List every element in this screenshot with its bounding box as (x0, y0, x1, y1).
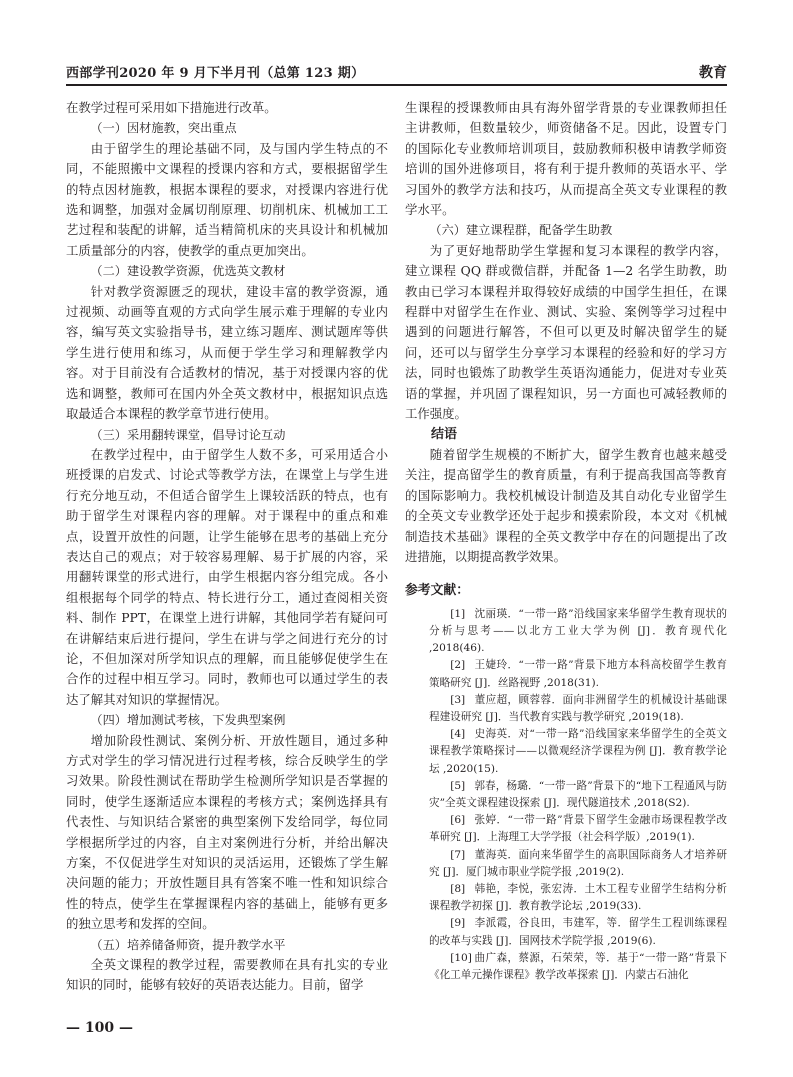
journal-header: 西部学刊2020 年 9 月下半月刊（总第 123 期） (66, 66, 365, 81)
reference-item (405, 950, 727, 984)
conclusion-heading: 结语 (431, 426, 458, 442)
reference-text: 曲广森，蔡源，石荣荣，等．基于“一带一路”背景下《化工单元操作课程》教学改革探索 [J]．内蒙古石油化 (429, 951, 727, 982)
section-label: 教育 (699, 65, 727, 81)
reference-item (405, 778, 727, 812)
reference-text: 郭春，杨璐．“一带一路”背景下的“地下工程通风与防灾”全英文课程建设探索 [J]．现代隧道技术 ,2018(S2). (429, 779, 727, 809)
reference-text: 沈丽瑛．“一带一路”沿线国家来华留学生教育现状的分析与思考——以北方工业大学为例 [J]．教育现代化 ,2018(46). (429, 607, 727, 655)
body-paragraph: 由于留学生的理论基础不同，及与国内学生特点的不同，不能照搬中文课程的授课内容和方式，要根据留学生的特点因材施教，根据本课程的要求，对授课内容进行优选和调整，加强对金属切削原理、切削机床、机械加工工艺过程和装配的讲解，适当精简机床的夹具设计和机械加工质量部分的内容，使教学的重点更加突出。 (66, 140, 388, 258)
reference-number: [3] (450, 693, 466, 706)
section-heading: （三）采用翻转课堂，倡导讨论互动 (90, 427, 286, 442)
right-column (405, 98, 727, 984)
section-heading: （一）因材施教，突出重点 (90, 121, 237, 136)
reference-item (405, 812, 727, 846)
reference-number: [5] (450, 779, 466, 792)
reference-number: [6] (450, 814, 466, 827)
reference-text: 李派霞，谷良田，韦建军，等．留学生工程训练课程的改革与实践 [J]．国网技术学院学报 ,2019(6). (429, 917, 727, 947)
reference-number: [10] (450, 951, 472, 964)
reference-item (405, 726, 727, 778)
body-paragraph: 增加阶段性测试、案例分析、开放性题目，通过多种方式对学生的学习情况进行过程考核，综合反映学生的学习效果。阶段性测试在帮助学生检测所学知识是否掌握的同时，使学生逐渐适应本课程的考核方式；案例选择具有代表性、与知识结合紧密的典型案例下发给同学，每位同学根据所学过的内容，自主对案例进行分析，并给出解决方案，不仅促进学生对知识的灵活运用，还锻炼了学生解决问题的能力；开放性题目具有答案不唯一性和知识综合性的特点，使学生在掌握课程内容的基础上，能够有更多的独立思考和发挥的空间。 (66, 732, 388, 932)
body-paragraph: 针对教学资源匮乏的现状，建设丰富的教学资源，通过视频、动画等直观的方式向学生展示难于理解的专业内容，编写英文实验指导书，建立练习题库、测试题库等供学生进行使用和练习，从而便于学生学习和理解教学内容。对于目前没有合适教材的情况，基于对授课内容的优选和调整，教师可在国内外全英文教材中，根据知识点选取最适合本课程的教学章节进行使用。 (66, 283, 388, 422)
reference-number: [2] (450, 659, 466, 672)
reference-item (405, 692, 727, 726)
reference-text: 董海英．面向来华留学生的高职国际商务人才培养研究 [J]．厦门城市职业学院学报 ,2019(2). (429, 848, 727, 878)
reference-number: [1] (450, 607, 466, 620)
left-column (66, 98, 388, 996)
body-paragraph: 为了更好地帮助学生掌握和复习本课程的教学内容，建立课程 QQ 群或微信群，并配备 1—2 名学生助教，助教由已学习本课程并取得较好成绩的中国学生担任，在课程群中对留学生在作业、测试、实验、案例等学习过程中遇到的问题进行解答，不但可以更及时解决留学生的疑问，还可以与留学生分享学习本课程的经验和好的学习方法，同时也锻炼了助教学生英语沟通能力，促进对专业英语的掌握，并巩固了课程知识，另一方面也可减轻教师的工作强度。 (405, 242, 727, 422)
reference-number: [9] (450, 917, 466, 930)
reference-item (405, 881, 727, 915)
section-heading: （五）培养储备师资，提升教学水平 (90, 937, 286, 952)
body-paragraph: 在教学过程中，由于留学生人数不多，可采用适合小班授课的启发式、讨论式等教学方法，在课堂上与学生进行充分地互动，不但适合留学生上课较活跃的特点，也有助于留学生对课程内容的理解。对于课程中的重点和难点，设置开放性的问题，让学生能够在思考的基础上充分表达自己的观点；对于较容易理解、易于扩展的内容，采用翻转课堂的形式进行，由学生根据内容分组完成。各小组根据每个同学的特点、特长进行分工，通过查阅相关资料、制作 PPT，在课堂上进行讲解，其他同学若有疑问可在讲解结束后进行提问，学生在讲与学之间进行充分的讨论，不但加深对所学知识点的理解，而且能够促使学生在合作的过程中相互学习。同时，教师也可以通过学生的表达了解其对知识的掌握情况。 (66, 446, 388, 707)
reference-text: 王婕玲．“一带一路”背景下地方本科高校留学生教育策略研究 [J]．丝路视野 ,2018(31). (429, 659, 727, 689)
section-heading: （六）建立课程群，配备学生助教 (429, 223, 613, 238)
references-title: 参考文献： (405, 583, 469, 599)
page-number: — 100 — (66, 1020, 133, 1036)
body-paragraph: 生课程的授课教师由具有海外留学背景的专业课教师担任主讲教师，但数量较少，师资储备不足。因此，设置专门的国际化专业教师培训项目，鼓励教师积极申请教学师资培训的国外进修项目，将有利于提升教师的英语水平、学习国外的教学方法和技巧，从而提高全英文专业课程的教学水平。 (405, 100, 727, 218)
reference-text: 史海英．对“一带一路”沿线国家来华留学生的全英文课程教学策略探讨——以微观经济学课程为例 [J]．教育教学论坛 ,2020(15). (429, 728, 727, 775)
body-paragraph: 随着留学生规模的不断扩大，留学生教育也越来越受关注，提高留学生的教育质量，有利于提高我国高等教育的国际影响力。我校机械设计制造及其自动化专业留学生的全英文专业教学还处于起步和摸索阶段，本文对《机械制造技术基础》课程的全英文教学中存在的问题提出了改进措施，以期提高教学效果。 (405, 446, 727, 564)
reference-item (405, 915, 727, 949)
reference-item (405, 657, 727, 691)
reference-number: [4] (450, 728, 466, 741)
reference-text: 董应超，顾蓉蓉．面向非洲留学生的机械设计基础课程建设研究 [J]．当代教育实践与教学研究 ,2019(18). (429, 693, 727, 723)
header-rule (66, 84, 727, 86)
reference-item (405, 606, 727, 658)
reference-text: 韩艳，李悦，张宏涛．土木工程专业留学生结构分析课程教学初探 [J]．教育教学论坛 ,2019(33). (429, 883, 727, 913)
reference-text: 张婷．“一带一路”背景下留学生金融市场课程教学改革研究 [J]．上海理工大学学报（社会科学版）,2019(1). (429, 814, 727, 844)
reference-item (405, 847, 727, 881)
section-heading: （四）增加测试考核，下发典型案例 (90, 713, 286, 728)
reference-number: [7] (450, 848, 466, 861)
reference-number: [8] (450, 883, 466, 895)
section-heading: （二）建设教学资源，优选英文教材 (90, 264, 286, 279)
body-paragraph: 全英文课程的教学过程，需要教师在具有扎实的专业知识的同时，能够有较好的英语表达能力。目前，留学 (66, 957, 388, 993)
body-paragraph: 在教学过程可采用如下措施进行改革。 (66, 100, 277, 115)
